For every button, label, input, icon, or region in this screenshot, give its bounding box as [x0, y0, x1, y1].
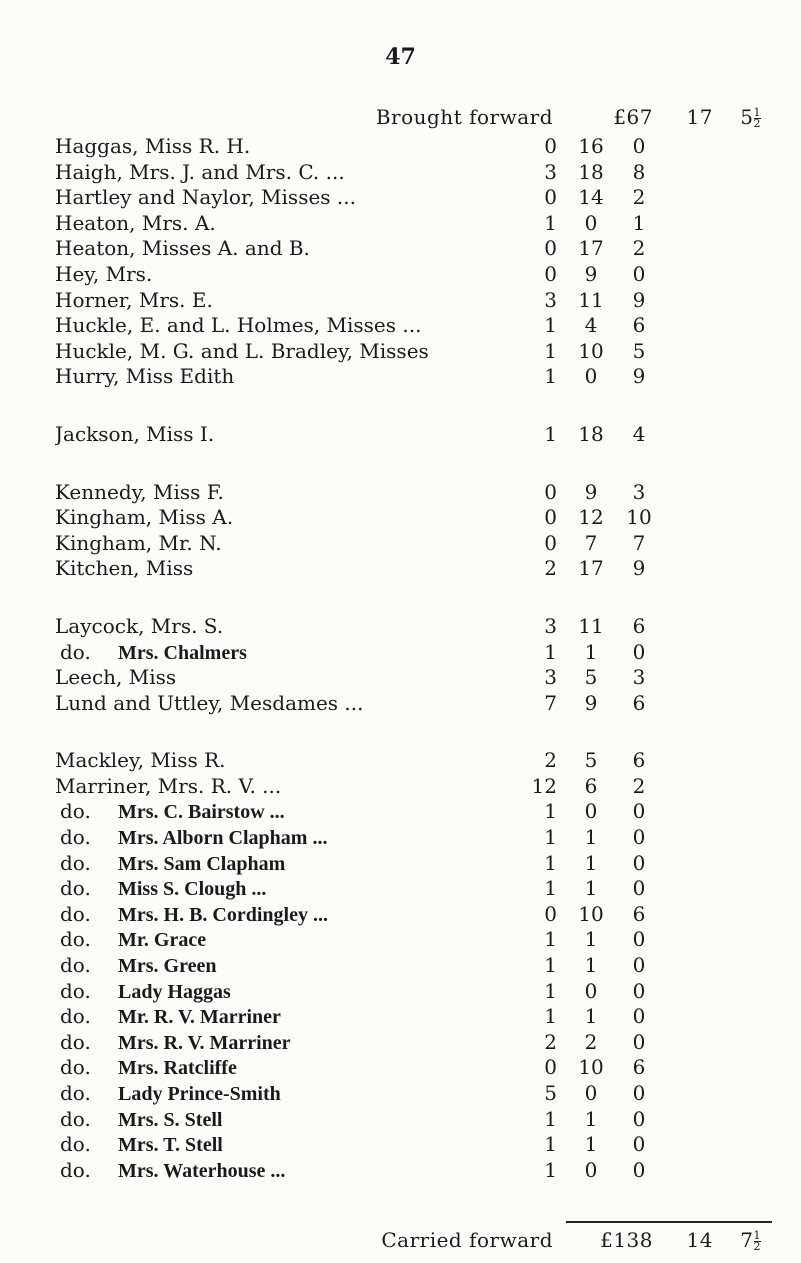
amount-shillings: 1 [584, 1132, 598, 1157]
brought-forward-line [0, 105, 801, 133]
amount-pence: 1 [632, 210, 646, 235]
carried-forward-pounds: £138 [600, 1228, 653, 1252]
amount-shillings: 1 [584, 953, 598, 978]
subscriber-name [60, 1158, 470, 1184]
amount-pounds: 0 [544, 185, 557, 210]
amount-pence: 0 [632, 799, 646, 824]
amount-pence: 0 [632, 1106, 646, 1131]
amount-pence: 6 [632, 748, 646, 773]
subscriber-name [60, 825, 470, 851]
subscriber-name [55, 774, 465, 799]
subscriber-name [60, 1081, 470, 1107]
amount-shillings: 0 [584, 364, 598, 389]
subscriber-name-text: Lund and Uttley, Mesdames ... [55, 690, 364, 715]
subscriber-name [55, 339, 465, 364]
amount-shillings: 11 [578, 613, 604, 638]
amount-pence: 0 [632, 927, 646, 952]
ditto-mark: do. [60, 1157, 91, 1182]
list-item [0, 422, 801, 448]
amount-shillings: 0 [584, 1081, 598, 1105]
amount-pounds: 1 [544, 421, 557, 446]
amount-pence: 0 [632, 1029, 646, 1054]
list-item [0, 288, 801, 314]
brought-forward-pounds: £67 [613, 105, 653, 129]
amount-pounds: 1 [544, 927, 557, 952]
amount-shillings: 1 [584, 876, 598, 901]
subscriber-name [55, 665, 465, 690]
subscriber-person: Miss S. Clough ... [118, 878, 267, 901]
ditto-mark: do. [60, 1029, 91, 1054]
list-item [0, 774, 801, 800]
list-item [0, 902, 801, 928]
amount-pounds: 0 [544, 261, 557, 286]
amount-pounds: 1 [544, 850, 557, 875]
amount-pence: 0 [632, 978, 646, 1003]
carried-forward-label: Carried forward [381, 1228, 553, 1252]
subscriber-name [55, 505, 465, 530]
subscriber-name [60, 902, 470, 928]
amount-pounds: 1 [544, 799, 557, 824]
subscriber-name [55, 288, 465, 313]
amount-shillings: 9 [584, 261, 598, 286]
amount-pounds: 0 [544, 479, 557, 504]
amount-shillings: 9 [584, 690, 598, 715]
subscriber-name [60, 979, 470, 1005]
amount-pence: 6 [632, 690, 646, 715]
amount-pence: 5 [632, 338, 646, 363]
list-item [0, 799, 801, 825]
amount-shillings: 4 [584, 313, 598, 338]
subscriber-name [60, 1132, 470, 1158]
amount-pounds: 1 [544, 953, 557, 978]
amount-pence: 0 [632, 953, 646, 978]
amount-shillings: 10 [578, 1055, 604, 1080]
amount-pounds: 2 [544, 1029, 557, 1054]
amount-pounds: 3 [544, 287, 557, 312]
subscriber-name-text: Huckle, M. G. and L. Bradley, Misses [55, 338, 429, 363]
subscriber-name-text: Heaton, Mrs. A. [55, 210, 216, 235]
ditto-mark: do. [60, 799, 91, 824]
subscriber-name [55, 160, 465, 185]
list-item [0, 953, 801, 979]
subscriber-name [55, 422, 465, 447]
amount-shillings: 18 [578, 159, 604, 184]
group-gap [0, 448, 801, 480]
total-rule [566, 1221, 772, 1223]
ditto-mark: do. [60, 927, 91, 952]
carried-forward-line [0, 1228, 801, 1256]
subscriber-name-text: Kitchen, Miss [55, 556, 194, 581]
carried-forward-fraction: $\frac{1}{2}$ [753, 1229, 761, 1253]
list-item [0, 262, 801, 288]
subscriber-name [60, 1107, 470, 1133]
subscriber-name [55, 614, 465, 639]
amount-pounds: 0 [544, 134, 557, 158]
amount-pence: 0 [632, 261, 646, 286]
list-item [0, 979, 801, 1005]
subscriber-name [60, 851, 470, 877]
subscriber-person: Mrs. C. Bairstow ... [118, 801, 285, 824]
list-item [0, 556, 801, 582]
subscriber-name-text: Hey, Mrs. [55, 261, 153, 286]
subscriber-name [55, 211, 465, 236]
brought-forward-pence: 5 $\frac{1}{2}$ [740, 105, 761, 130]
list-item [0, 1081, 801, 1107]
subscriber-name [55, 134, 465, 159]
amount-shillings: 5 [584, 665, 598, 690]
subscriber-name-text: Leech, Miss [55, 665, 177, 690]
brought-forward-label: Brought forward [375, 105, 553, 129]
amount-pence: 3 [632, 665, 646, 690]
amount-shillings: 1 [584, 639, 598, 664]
subscriber-name [55, 691, 465, 716]
group-gap [0, 716, 801, 748]
subscriber-name [55, 748, 465, 773]
amount-shillings: 0 [584, 210, 598, 235]
amount-shillings: 17 [578, 556, 604, 581]
amount-pence: 6 [632, 1055, 646, 1080]
amount-shillings: 1 [584, 850, 598, 875]
amount-shillings: 9 [584, 479, 598, 504]
subscriber-name [55, 313, 465, 338]
amount-pounds: 1 [544, 1004, 557, 1029]
amount-pence: 9 [632, 364, 646, 389]
subscriber-name-text: Marriner, Mrs. R. V. ... [55, 773, 282, 798]
amount-pounds: 1 [544, 825, 557, 850]
amount-pence: 0 [632, 134, 646, 158]
amount-pence: 7 [632, 530, 646, 555]
amount-pounds: 1 [544, 639, 557, 664]
amount-pence: 3 [632, 479, 646, 504]
amount-pounds: 5 [544, 1081, 557, 1105]
amount-pence: 0 [632, 850, 646, 875]
subscriber-person: Mr. Grace [118, 929, 207, 952]
list-item [0, 531, 801, 557]
amount-pence: 2 [632, 773, 646, 798]
amount-pounds: 0 [544, 236, 557, 261]
amount-pence: 0 [632, 825, 646, 850]
list-item [0, 614, 801, 640]
subscriber-name [60, 953, 470, 979]
subscriber-name-text: Heaton, Misses A. and B. [55, 236, 310, 261]
amount-pounds: 1 [544, 338, 557, 363]
list-item [0, 640, 801, 666]
subscriber-person: Mrs. S. Stell [118, 1108, 223, 1131]
amount-pounds: 2 [544, 748, 557, 773]
subscriber-name [55, 185, 465, 210]
amount-shillings: 6 [584, 773, 598, 798]
amount-pence: 0 [632, 1004, 646, 1029]
amount-pence: 2 [632, 236, 646, 261]
list-item [0, 927, 801, 953]
list-item [0, 480, 801, 506]
amount-pounds: 1 [544, 876, 557, 901]
subscriber-person: Mrs. Sam Clapham [118, 852, 286, 875]
list-item [0, 185, 801, 211]
amount-pounds: 1 [544, 1132, 557, 1157]
amount-pounds: 1 [544, 978, 557, 1003]
ditto-mark: do. [60, 1081, 91, 1105]
amount-shillings: 17 [578, 236, 604, 261]
amount-shillings: 5 [584, 748, 598, 773]
subscriber-person: Mrs. Green [118, 955, 217, 978]
amount-pounds: 0 [544, 505, 557, 530]
ditto-mark: do. [60, 978, 91, 1003]
amount-shillings: 1 [584, 1106, 598, 1131]
ditto-mark: do. [60, 825, 91, 850]
subscriber-person: Mrs. Ratcliffe [118, 1057, 237, 1080]
amount-pence: 10 [626, 505, 652, 530]
amount-pounds: 0 [544, 530, 557, 555]
subscriber-name [55, 364, 465, 389]
list-item [0, 1055, 801, 1081]
amount-pence: 0 [632, 639, 646, 664]
subscriber-name [55, 531, 465, 556]
amount-shillings: 7 [584, 530, 598, 555]
ditto-mark: do. [60, 639, 91, 664]
amount-pounds: 0 [544, 901, 557, 926]
amount-shillings: 1 [584, 1004, 598, 1029]
list-item [0, 1132, 801, 1158]
group-gap [0, 390, 801, 422]
amount-pence: 0 [632, 1157, 646, 1182]
subscriber-person: Mrs. H. B. Cordingley ... [118, 903, 328, 926]
amount-shillings: 2 [584, 1029, 598, 1054]
amount-pounds: 1 [544, 1106, 557, 1131]
subscriber-name-text: Mackley, Miss R. [55, 748, 226, 773]
subscriber-name [55, 480, 465, 505]
list-item [0, 211, 801, 237]
page-number: 47 [385, 44, 416, 70]
amount-pounds: 1 [544, 313, 557, 338]
subscriber-person: Mrs. Chalmers [118, 641, 247, 664]
subscriber-name [60, 1030, 470, 1056]
amount-shillings: 16 [578, 134, 604, 158]
subscriber-person: Lady Haggas [118, 980, 231, 1003]
amount-pence: 0 [632, 876, 646, 901]
subscriber-name-text: Jackson, Miss I. [55, 421, 215, 446]
amount-shillings: 11 [578, 287, 604, 312]
subscriber-person: Mrs. Alborn Clapham ... [118, 827, 328, 850]
amount-pounds: 1 [544, 364, 557, 389]
amount-pounds: 0 [544, 1055, 557, 1080]
amount-shillings: 0 [584, 1157, 598, 1182]
amount-shillings: 18 [578, 421, 604, 446]
carried-forward-shillings: 14 [686, 1228, 713, 1252]
subscriber-name [60, 927, 470, 953]
list-item [0, 313, 801, 339]
subscriber-name-text: Haigh, Mrs. J. and Mrs. C. ... [55, 159, 345, 184]
subscriber-name-text: Horner, Mrs. E. [55, 287, 213, 312]
subscriber-person: Mrs. T. Stell [118, 1134, 223, 1157]
amount-shillings: 0 [584, 978, 598, 1003]
subscriber-name [60, 640, 470, 666]
subscriber-name-text: Hartley and Naylor, Misses ... [55, 185, 356, 210]
amount-shillings: 10 [578, 338, 604, 363]
amount-pence: 0 [632, 1081, 646, 1105]
amount-pounds: 12 [531, 773, 557, 798]
ditto-mark: do. [60, 953, 91, 978]
subscriber-name [60, 799, 470, 825]
list-item [0, 1107, 801, 1133]
list-item [0, 505, 801, 531]
subscriber-name-text: Kingham, Miss A. [55, 505, 234, 530]
list-item [0, 134, 801, 160]
subscriber-name-text: Hurry, Miss Edith [55, 364, 235, 389]
list-item [0, 1030, 801, 1056]
amount-pounds: 2 [544, 556, 557, 581]
subscriber-name [55, 262, 465, 287]
ditto-mark: do. [60, 1132, 91, 1157]
subscriber-person: Lady Prince-Smith [118, 1083, 281, 1105]
amount-shillings: 1 [584, 927, 598, 952]
amount-pence: 8 [632, 159, 646, 184]
amount-shillings: 1 [584, 825, 598, 850]
list-item [0, 236, 801, 262]
amount-pence: 9 [632, 556, 646, 581]
amount-pence: 2 [632, 185, 646, 210]
carried-forward-pence: 7 $\frac{1}{2}$ [740, 1228, 761, 1253]
subscriber-name [60, 876, 470, 902]
list-item [0, 876, 801, 902]
list-item [0, 665, 801, 691]
amount-pounds: 1 [544, 1157, 557, 1182]
subscriber-name-text: Laycock, Mrs. S. [55, 613, 224, 638]
list-item [0, 691, 801, 717]
amount-pounds: 3 [544, 613, 557, 638]
list-item [0, 364, 801, 390]
amount-pounds: 3 [544, 159, 557, 184]
subscriber-name [55, 236, 465, 261]
ditto-mark: do. [60, 1055, 91, 1080]
amount-pence: 6 [632, 313, 646, 338]
subscriber-name [55, 556, 465, 581]
list-item [0, 825, 801, 851]
list-item [0, 748, 801, 774]
amount-pounds: 1 [544, 210, 557, 235]
amount-pounds: 7 [544, 690, 557, 715]
subscriber-name-text: Haggas, Miss R. H. [55, 134, 251, 158]
amount-shillings: 14 [578, 185, 604, 210]
amount-shillings: 12 [578, 505, 604, 530]
list-item [0, 1158, 801, 1184]
ditto-mark: do. [60, 901, 91, 926]
ditto-mark: do. [60, 850, 91, 875]
list-item [0, 339, 801, 365]
subscriber-name-text: Huckle, E. and L. Holmes, Misses ... [55, 313, 422, 338]
ditto-mark: do. [60, 1004, 91, 1029]
list-item [0, 851, 801, 877]
subscriber-person: Mrs. Waterhouse ... [118, 1159, 286, 1182]
amount-pence: 0 [632, 1132, 646, 1157]
amount-shillings: 10 [578, 901, 604, 926]
group-gap [0, 582, 801, 614]
amount-pence: 9 [632, 287, 646, 312]
subscriber-name [60, 1004, 470, 1030]
amount-pence: 6 [632, 613, 646, 638]
list-item [0, 1004, 801, 1030]
subscriber-name-text: Kingham, Mr. N. [55, 530, 222, 555]
amount-pence: 4 [632, 421, 646, 446]
brought-forward-shillings: 17 [686, 105, 713, 129]
subscriber-person: Mrs. R. V. Marriner [118, 1031, 291, 1054]
subscriber-name-text: Kennedy, Miss F. [55, 479, 224, 504]
list-item [0, 160, 801, 186]
ditto-mark: do. [60, 1106, 91, 1131]
subscription-list [0, 134, 801, 1183]
ditto-mark: do. [60, 876, 91, 901]
brought-forward-fraction: $\frac{1}{2}$ [753, 106, 761, 130]
amount-pounds: 3 [544, 665, 557, 690]
subscriber-name [60, 1055, 470, 1081]
amount-shillings: 0 [584, 799, 598, 824]
subscriber-person: Mr. R. V. Marriner [118, 1006, 281, 1029]
amount-pence: 6 [632, 901, 646, 926]
